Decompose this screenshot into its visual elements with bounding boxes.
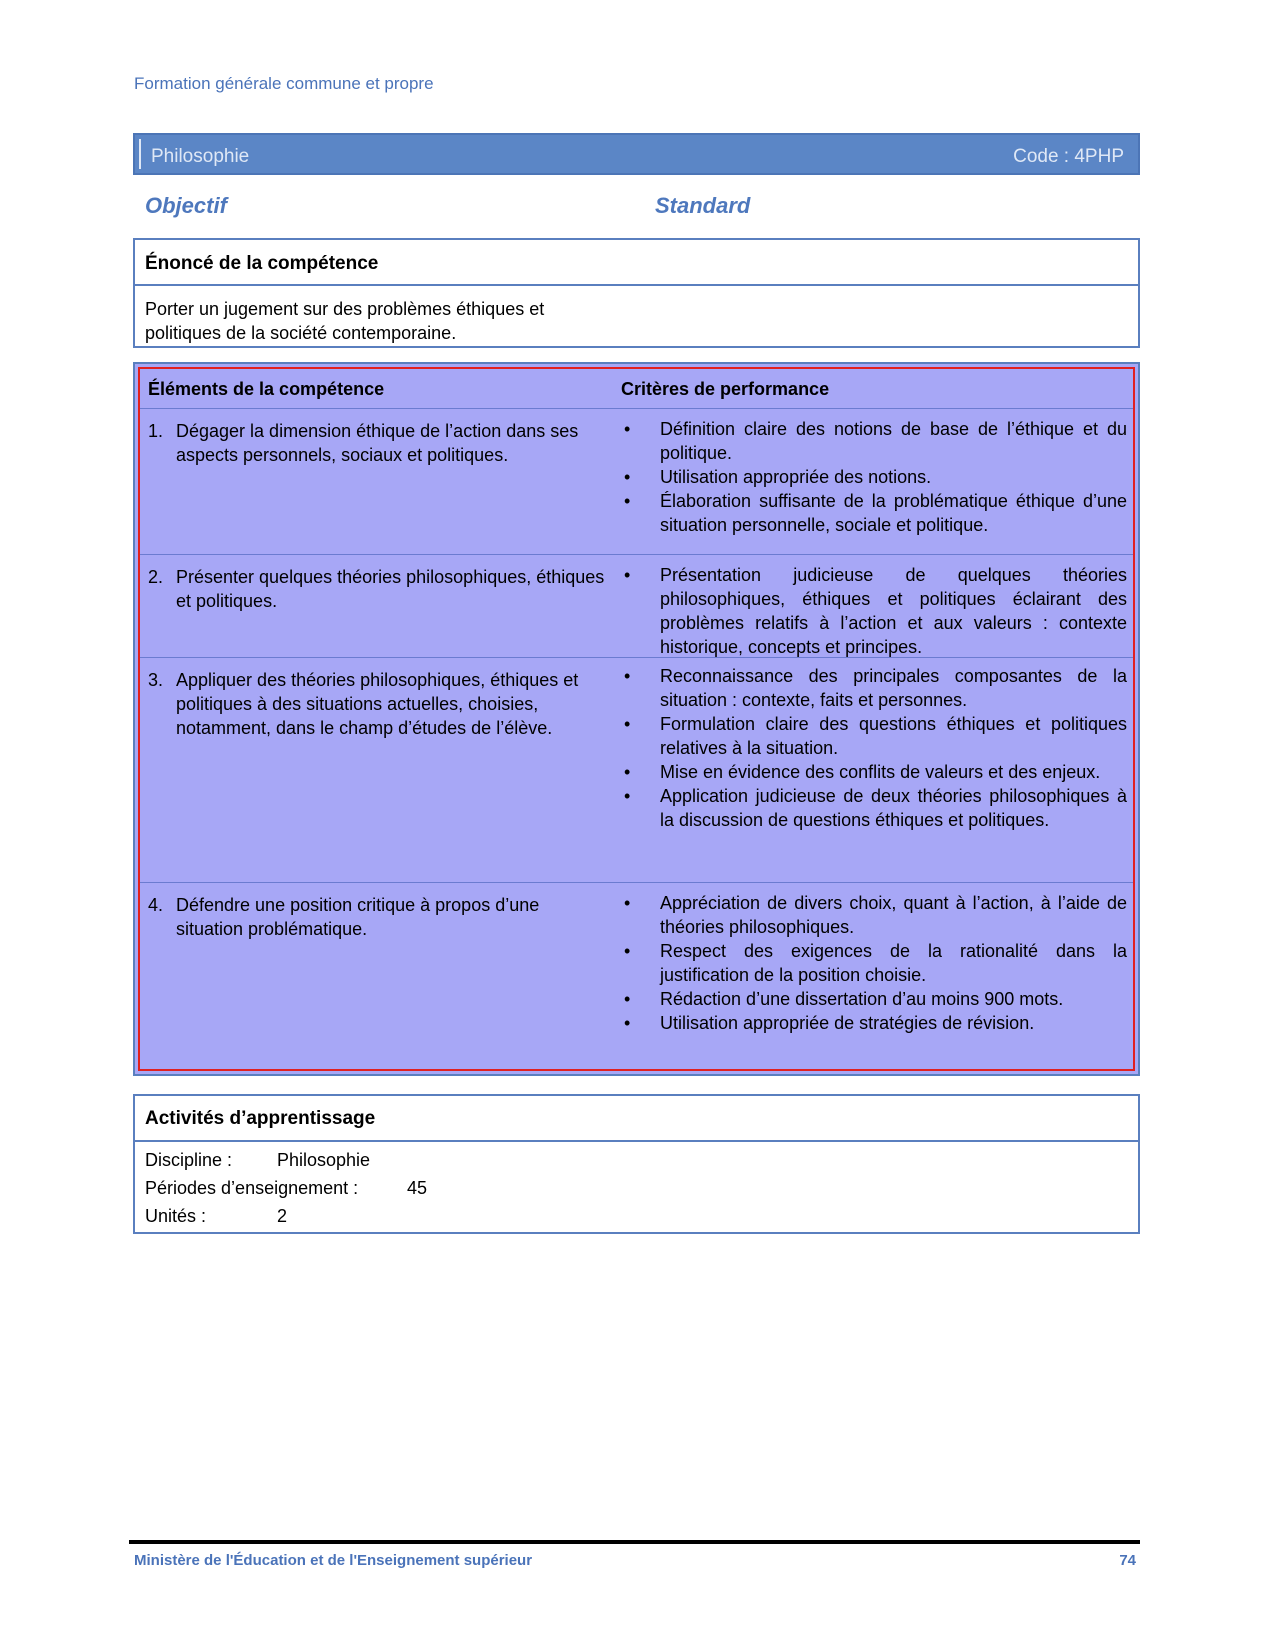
criterion-item [624, 939, 1127, 987]
criterion-item [624, 417, 1127, 465]
criterion-text: Formulation claire des questions éthiques et politiques relatives à la situation. [660, 714, 1127, 758]
criterion-text: Élaboration suffisante de la problématique éthique d’une situation personnelle, sociale et politique. [660, 491, 1127, 535]
element-number: 1. [148, 421, 164, 441]
objective-row [145, 193, 765, 218]
bullet-icon: • [624, 941, 631, 961]
bullet-icon: • [624, 714, 631, 734]
criteria-cell [624, 891, 1127, 1035]
standard-label: Standard [655, 193, 751, 218]
criterion-text: Rédaction d’une dissertation d’au moins 900 mots. [660, 989, 1064, 1009]
criterion-item [624, 664, 1127, 712]
criteres-header: Critères de performance [621, 379, 830, 399]
criterion-text: Présentation judicieuse de quelques théories philosophiques, éthiques et politiques éclairant des problèmes relatifs à l’action et aux valeurs : contexte historique, concepts et principes. [660, 565, 1127, 657]
bullet-icon: • [624, 666, 631, 686]
element-number: 2. [148, 567, 164, 587]
competence-table [133, 362, 1140, 1076]
criterion-text: Application judicieuse de deux théories philosophiques à la discussion de questions éthiques et politiques. [660, 786, 1127, 830]
course-title-bar [133, 133, 1140, 175]
criterion-item [624, 465, 1127, 489]
unites-line [145, 1206, 287, 1227]
criterion-text: Utilisation appropriée des notions. [660, 467, 932, 487]
periodes-value: 45 [407, 1178, 428, 1198]
criterion-item [624, 563, 1127, 659]
course-code: Code : 4PHP [1013, 146, 1124, 167]
enonce-text: Porter un jugement sur des problèmes éthiques et politiques de la société contemporaine. [145, 299, 545, 343]
discipline-value: Philosophie [277, 1150, 371, 1170]
criterion-text: Définition claire des notions de base de l’éthique et du politique. [660, 419, 1127, 463]
criterion-item [624, 1011, 1127, 1035]
bullet-icon: • [624, 989, 631, 1009]
running-header: Formation générale commune et propre [134, 74, 434, 93]
footer-rule [129, 1540, 1140, 1544]
criterion-item [624, 987, 1127, 1011]
criterion-item [624, 760, 1127, 784]
enonce-box [133, 238, 1140, 348]
elements-header: Éléments de la compétence [148, 379, 385, 399]
bullet-icon: • [624, 786, 631, 806]
element-text: Dégager la dimension éthique de l’action dans ses aspects personnels, sociaux et politiques. [176, 421, 579, 465]
objectif-label: Objectif [145, 193, 227, 218]
criteria-cell [624, 417, 1127, 537]
criteria-cell [624, 664, 1127, 832]
element-cell [148, 565, 608, 613]
footer-ministry: Ministère de l'Éducation et de l'Enseignement supérieur [134, 1552, 533, 1569]
table-header-row [140, 369, 1133, 409]
element-text: Appliquer des théories philosophiques, éthiques et politiques à des situations actuelles, choisies, notamment, dans le champ d’études de l’élève. [176, 670, 579, 738]
element-text: Présenter quelques théories philosophiques, éthiques et politiques. [176, 567, 605, 611]
element-cell [148, 419, 608, 467]
bullet-icon: • [624, 565, 631, 585]
discipline-label: Discipline : [145, 1150, 233, 1170]
element-text: Défendre une position critique à propos d’une situation problématique. [176, 895, 540, 939]
unites-label: Unités : [145, 1206, 207, 1226]
element-cell [148, 893, 608, 941]
enonce-heading: Énoncé de la compétence [145, 253, 379, 274]
bullet-icon: • [624, 419, 631, 439]
criterion-text: Reconnaissance des principales composantes de la situation : contexte, faits et personnes. [660, 666, 1127, 710]
page-number: 74 [1119, 1552, 1136, 1569]
criterion-item [624, 891, 1127, 939]
element-cell [148, 668, 608, 740]
enonce-header [135, 240, 1138, 286]
criterion-item [624, 489, 1127, 537]
periodes-line [145, 1178, 427, 1199]
unites-value: 2 [277, 1206, 288, 1226]
competence-table-inner [138, 367, 1135, 1071]
criterion-text: Mise en évidence des conflits de valeurs et des enjeux. [660, 762, 1101, 782]
periodes-label: Périodes d’enseignement : [145, 1178, 359, 1198]
discipline-line [145, 1150, 370, 1171]
course-subject: Philosophie [151, 146, 250, 167]
criteria-cell [624, 563, 1127, 659]
activites-header [135, 1096, 1138, 1142]
table-row [140, 409, 1133, 555]
element-number: 4. [148, 895, 164, 915]
element-number: 3. [148, 670, 164, 690]
bullet-icon: • [624, 762, 631, 782]
activites-heading: Activités d’apprentissage [145, 1108, 376, 1129]
title-bar-inner [139, 139, 1134, 169]
table-row [140, 883, 1133, 1073]
bullet-icon: • [624, 491, 631, 511]
criterion-text: Utilisation appropriée de stratégies de révision. [660, 1013, 1035, 1033]
bullet-icon: • [624, 893, 631, 913]
bullet-icon: • [624, 1013, 631, 1033]
activites-box [133, 1094, 1140, 1234]
criterion-text: Respect des exigences de la rationalité dans la justification de la position choisie. [660, 941, 1127, 985]
table-row [140, 555, 1133, 658]
criterion-item [624, 712, 1127, 760]
table-row [140, 658, 1133, 883]
criterion-item [624, 784, 1127, 832]
criterion-text: Appréciation de divers choix, quant à l’action, à l’aide de théories philosophiques. [660, 893, 1127, 937]
bullet-icon: • [624, 467, 631, 487]
